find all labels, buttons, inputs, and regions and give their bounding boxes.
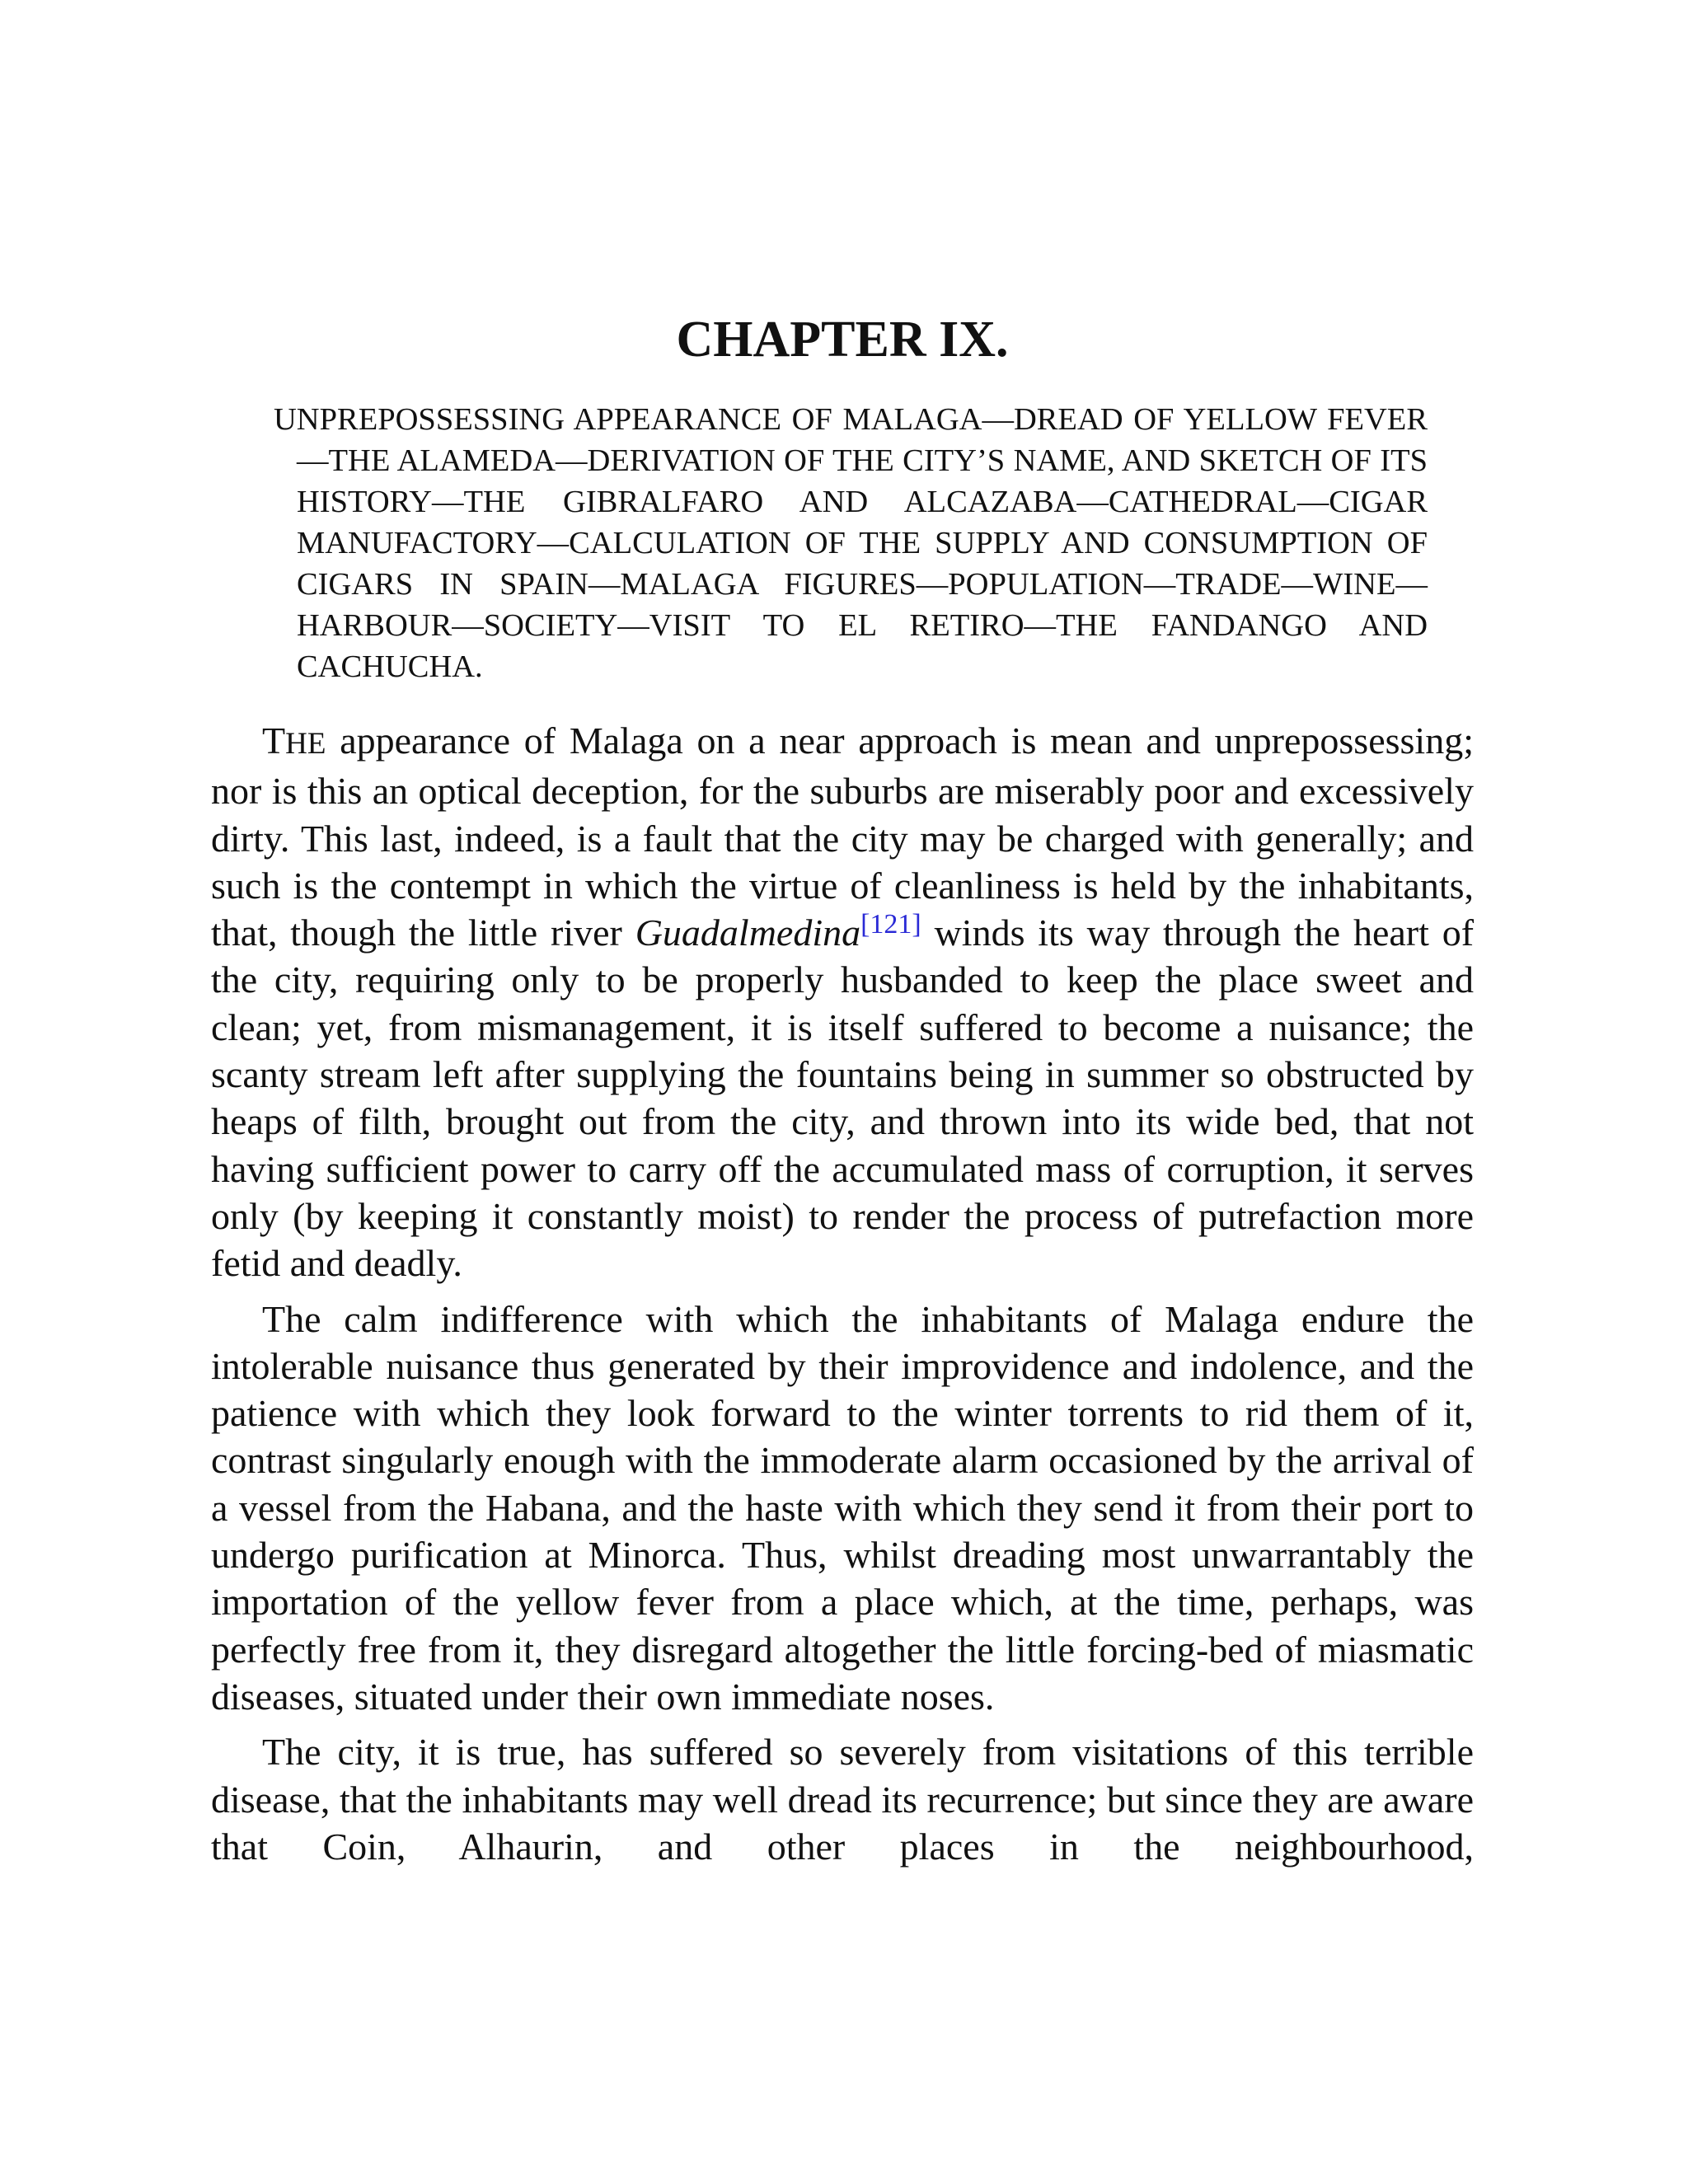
river-name: Guadalmedina xyxy=(635,912,861,954)
initial-letter: T xyxy=(262,719,286,762)
paragraph-1-text-b: winds its way through the heart of the city, requiring only to be properly husbanded to keep the place sweet and clean; yet, from mismanagement, it is itself suffered to become a nuisance; the scanty stream left after supplying the fountains being in summer so obstructed by heaps of filth, brought out from the city, and thrown into its wide bed, that not having sufficient power to carry off the accumulated mass of corruption, it serves only (by keeping it constantly moist) to render the process of putrefaction more fetid and deadly. xyxy=(211,912,1475,1285)
footnote-link[interactable]: [121] xyxy=(860,909,921,940)
chapter-summary: UNPREPOSSESSING APPEARANCE OF MALAGA—DREAD OF YELLOW FEVER—THE ALAMEDA—DERIVATION OF THE CITY’S NAME, AND SKETCH OF ITS HISTORY—THE GIBRALFARO AND ALCAZABA—CATHEDRAL—CIGAR MANUFACTORY—CALCULATION OF THE SUPPLY AND CONSUMPTION OF CIGARS IN SPAIN—MALAGA FIGURES—POPULATION—TRADE—WINE—HARBOUR—SOCIETY—VISIT TO EL RETIRO—THE FANDANGO AND CACHUCHA. xyxy=(274,402,1428,684)
book-page xyxy=(211,0,1474,2184)
chapter-body xyxy=(211,717,1474,1878)
paragraph-2: The calm indifference with which the inhabitants of Malaga endure the intolerable nuisance thus generated by their improvidence and indolence, and the patience with which they look forward to the winter torrents to rid them of it, contrast singularly enough with the immoderate alarm occasioned by the arrival of a vessel from the Habana, and the haste with which they send it from their port to undergo purification at Minorca. Thus, whilst dreading most unwarrantably the importation of the yellow fever from a place which, at the time, perhaps, was perfectly free from it, they disregard altogether the little forcing-bed of miasmatic diseases, situated under their own immediate noses. xyxy=(211,1297,1474,1718)
initial-word-rest: HE xyxy=(285,727,326,761)
paragraph-1 xyxy=(211,717,1474,1287)
chapter-title: CHAPTER IX. xyxy=(676,312,1009,368)
paragraph-1-text-a: appearance of Malaga on a near approach is mean and unprepossessing; nor is this an optical deception, for the suburbs are miserably poor and excessively dirty. This last, indeed, is a fault that the city may be charged with generally; and such is the contempt in which the virtue of cleanliness is held by the inhabitants, that, though the little river xyxy=(211,719,1474,954)
paragraph-3: The city, it is true, has suffered so severely from visitations of this terrible disease, that the inhabitants may well dread its recurrence; but since they are aware that Coin, Alhaurin, and other places in the neighbourhood, xyxy=(211,1731,1474,1868)
